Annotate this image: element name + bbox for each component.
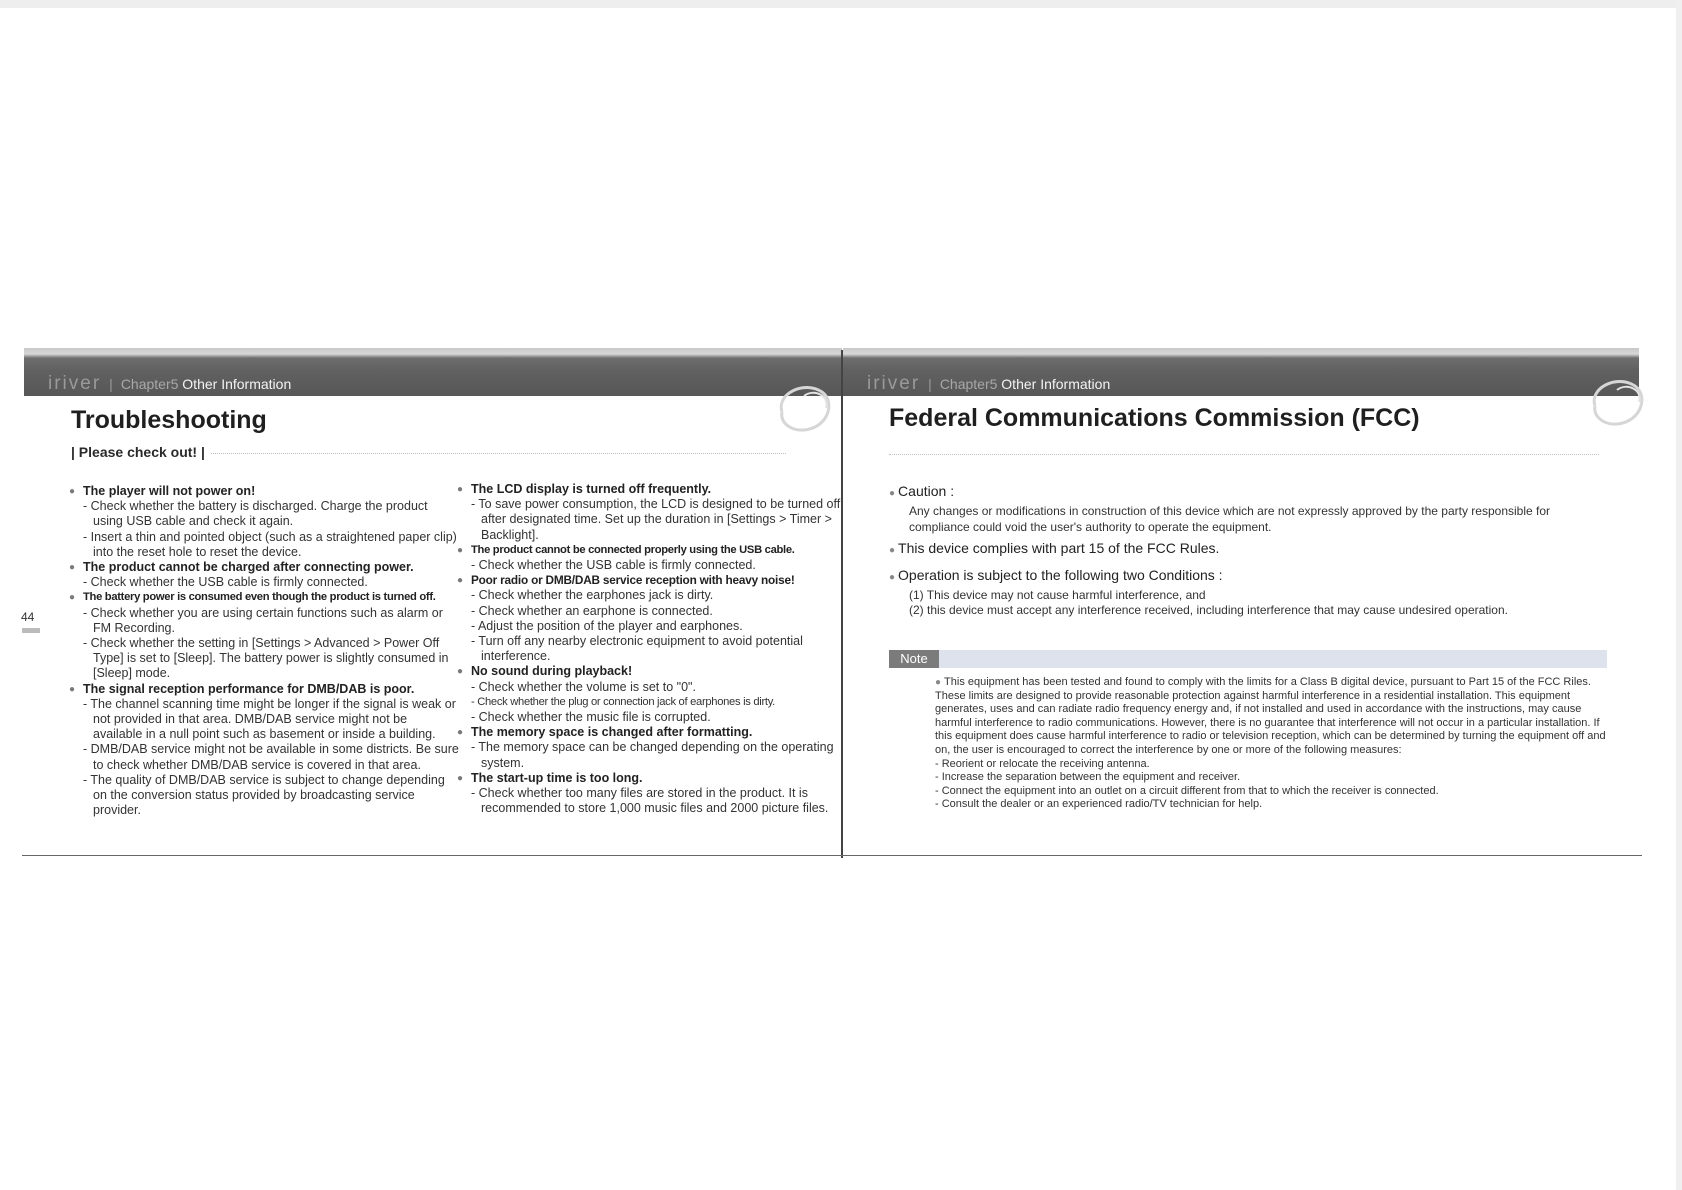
scan-edge-right <box>1676 0 1682 1190</box>
list-item <box>457 664 842 725</box>
sub-item: - Check whether the USB cable is firmly connected. <box>83 575 368 590</box>
list-item <box>457 482 842 543</box>
swirl-decoration-icon <box>774 378 836 434</box>
list-item: - Reorient or relocate the receiving antenna. <box>935 757 1150 770</box>
measures-list <box>935 758 1607 812</box>
list-item <box>69 560 459 590</box>
bullet-icon: ● <box>889 545 896 556</box>
bottom-rule <box>22 855 1642 856</box>
item-title: The LCD display is turned off frequently. <box>471 482 712 496</box>
item-title: The start-up time is too long. <box>471 770 643 785</box>
caution-heading-text: Caution : <box>898 483 955 499</box>
complies-text: This device complies with part 15 of the FCC Rules. <box>898 540 1220 556</box>
chapter-header-band <box>24 348 842 396</box>
caution-body: Any changes or modifications in construction of this device which are not expressly approved by the party responsible for compliance could void the user's authority to operate the equipment. <box>909 504 1551 534</box>
item-title: The product cannot be connected properly using the USB cable. <box>471 543 795 556</box>
item-title: The player will not power on! <box>83 484 256 498</box>
list-item: - Consult the dealer or an experienced radio/TV technician for help. <box>935 798 1263 811</box>
sub-item: - Check whether the music file is corrupted. <box>471 710 711 725</box>
condition-1: (1) This device may not cause harmful interference, and <box>909 588 1206 602</box>
header-separator: | <box>109 376 113 392</box>
list-item <box>457 725 842 771</box>
list-item <box>69 590 459 681</box>
brand-logo: iriver <box>48 373 102 394</box>
troubleshooting-column-1 <box>69 484 459 818</box>
troubleshooting-column-2 <box>457 482 842 816</box>
sub-item: - Check whether the USB cable is firmly connected. <box>471 558 756 573</box>
dotted-rule <box>889 454 1599 455</box>
note-paragraph <box>935 676 1607 758</box>
list-item <box>457 543 842 573</box>
sub-item: - The channel scanning time might be longer if the signal is weak or not provided in that area. DMB/DAB service might not be available in a null point such as basement or inside a building. <box>83 696 456 742</box>
sub-item: - Check whether you are using certain functions such as alarm or FM Recording. <box>83 605 443 635</box>
bullet-icon: ● <box>457 727 464 739</box>
sub-item: - Check whether too many files are stored in the product. It is recommended to store 1,000 music files and 2000 picture files. <box>471 786 829 816</box>
bullet-icon: ● <box>457 544 464 556</box>
section-label: Other Information <box>182 376 292 392</box>
bullet-icon: ● <box>69 592 76 604</box>
note-body <box>935 676 1607 812</box>
swirl-decoration-icon <box>1587 372 1649 428</box>
sub-item: - Check whether the plug or connection jack of earphones is dirty. <box>471 695 775 708</box>
item-title: The product cannot be charged after connecting power. <box>83 560 414 575</box>
sub-item: - The memory space can be changed depending on the operating system. <box>471 740 834 770</box>
subheading-row <box>71 444 786 460</box>
item-title: The battery power is consumed even though the product is turned off. <box>83 591 436 604</box>
sub-item: - Adjust the position of the player and earphones. <box>471 618 743 633</box>
item-title: No sound during playback! <box>471 664 633 679</box>
page-title: Troubleshooting <box>71 406 267 434</box>
page-number-marker <box>22 628 40 633</box>
note-label: Note <box>889 650 939 668</box>
bullet-icon: ● <box>457 484 464 495</box>
item-title: The signal reception performance for DMB/DAB is poor. <box>83 681 415 696</box>
sub-item: - To save power consumption, the LCD is designed to be turned off after designated time. Set up the duration in [Settings > Timer > Backlight]. <box>471 497 841 542</box>
brand-logo: iriver <box>867 373 921 394</box>
complies-statement <box>889 540 1219 556</box>
caution-heading <box>889 483 954 499</box>
bullet-icon: ● <box>457 575 464 587</box>
sub-item: - The quality of DMB/DAB service is subject to change depending on the conversion status provided by broadcasting service provider. <box>83 772 445 818</box>
operation-heading-text: Operation is subject to the following two Conditions : <box>898 567 1223 583</box>
list-item: - Increase the separation between the equipment and receiver. <box>935 771 1241 784</box>
sub-item: - Insert a thin and pointed object (such as a straightened paper clip) into the reset hole to reset the device. <box>83 529 457 559</box>
bullet-icon: ● <box>889 488 896 499</box>
sub-item: - Check whether the setting in [Settings > Advanced > Power Off Type] is set to [Sleep]. The battery power is slightly consumed in [Sleep] mode. <box>83 636 449 681</box>
section-label: Other Information <box>1001 376 1111 392</box>
list-item <box>69 484 459 560</box>
item-title: The memory space is changed after formatting. <box>471 725 753 740</box>
sub-item: - Turn off any nearby electronic equipment to avoid potential interference. <box>471 634 803 664</box>
sub-item: - Check whether the earphones jack is dirty. <box>471 588 714 603</box>
chapter-header-text <box>48 373 291 395</box>
list-item <box>457 771 842 817</box>
page-title: Federal Communications Commission (FCC) <box>889 404 1420 432</box>
list-item: - Connect the equipment into an outlet on a circuit different from that to which the receiver is connected. <box>935 784 1439 797</box>
condition-2: (2) this device must accept any interference received, including interference that may cause undesired operation. <box>909 603 1508 617</box>
bullet-icon: ● <box>457 666 464 678</box>
header-separator: | <box>928 376 932 392</box>
bullet-icon: ● <box>457 772 464 784</box>
bullet-icon: ● <box>69 486 76 497</box>
list-item <box>69 682 459 819</box>
left-page <box>24 348 842 858</box>
sub-item: - Check whether the battery is discharged. Charge the product using USB cable and check it again. <box>83 499 428 529</box>
operation-heading <box>889 567 1223 583</box>
list-item <box>457 573 842 664</box>
chapter-header-band <box>843 348 1639 396</box>
chapter-label: Chapter5 <box>120 376 179 392</box>
note-text: This equipment has been tested and found to comply with the limits for a Class B digital device, pursuant to Part 15 of the FCC Riles. These limits are designed to provide reasonable protection against harmful interference in a residential installation. This equipment generates, uses and can radiate radio frequency energy and, if not installed and used in accordance with the instructions, may cause harmful interference to radio communications. However, there is no guarantee that interference will not occur in a particular installation. If this equipment does cause harmful interference to radio or television reception, which can be determined by turning the equipment off and on, the user is encouraged to correct the interference by one or more of the following measures: <box>935 676 1606 756</box>
chapter-header-text <box>867 373 1110 395</box>
right-page <box>843 348 1639 858</box>
note-bar <box>889 650 1607 668</box>
sub-item: - Check whether the volume is set to "0". <box>471 679 696 694</box>
bullet-icon: ● <box>935 677 942 688</box>
page-number: 44 <box>21 610 35 624</box>
item-title: Poor radio or DMB/DAB service reception with heavy noise! <box>471 573 795 588</box>
dotted-rule <box>211 453 786 454</box>
scan-edge-top <box>0 0 1682 8</box>
sub-item: - DMB/DAB service might not be available in some districts. Be sure to check whether DMB/DAB service is covered in that area. <box>83 742 459 772</box>
sub-item: - Check whether an earphone is connected. <box>471 603 713 618</box>
bullet-icon: ● <box>69 562 76 574</box>
bullet-icon: ● <box>889 572 896 583</box>
subheading: | Please check out! | <box>71 444 205 460</box>
chapter-label: Chapter5 <box>939 376 998 392</box>
bullet-icon: ● <box>69 683 76 695</box>
